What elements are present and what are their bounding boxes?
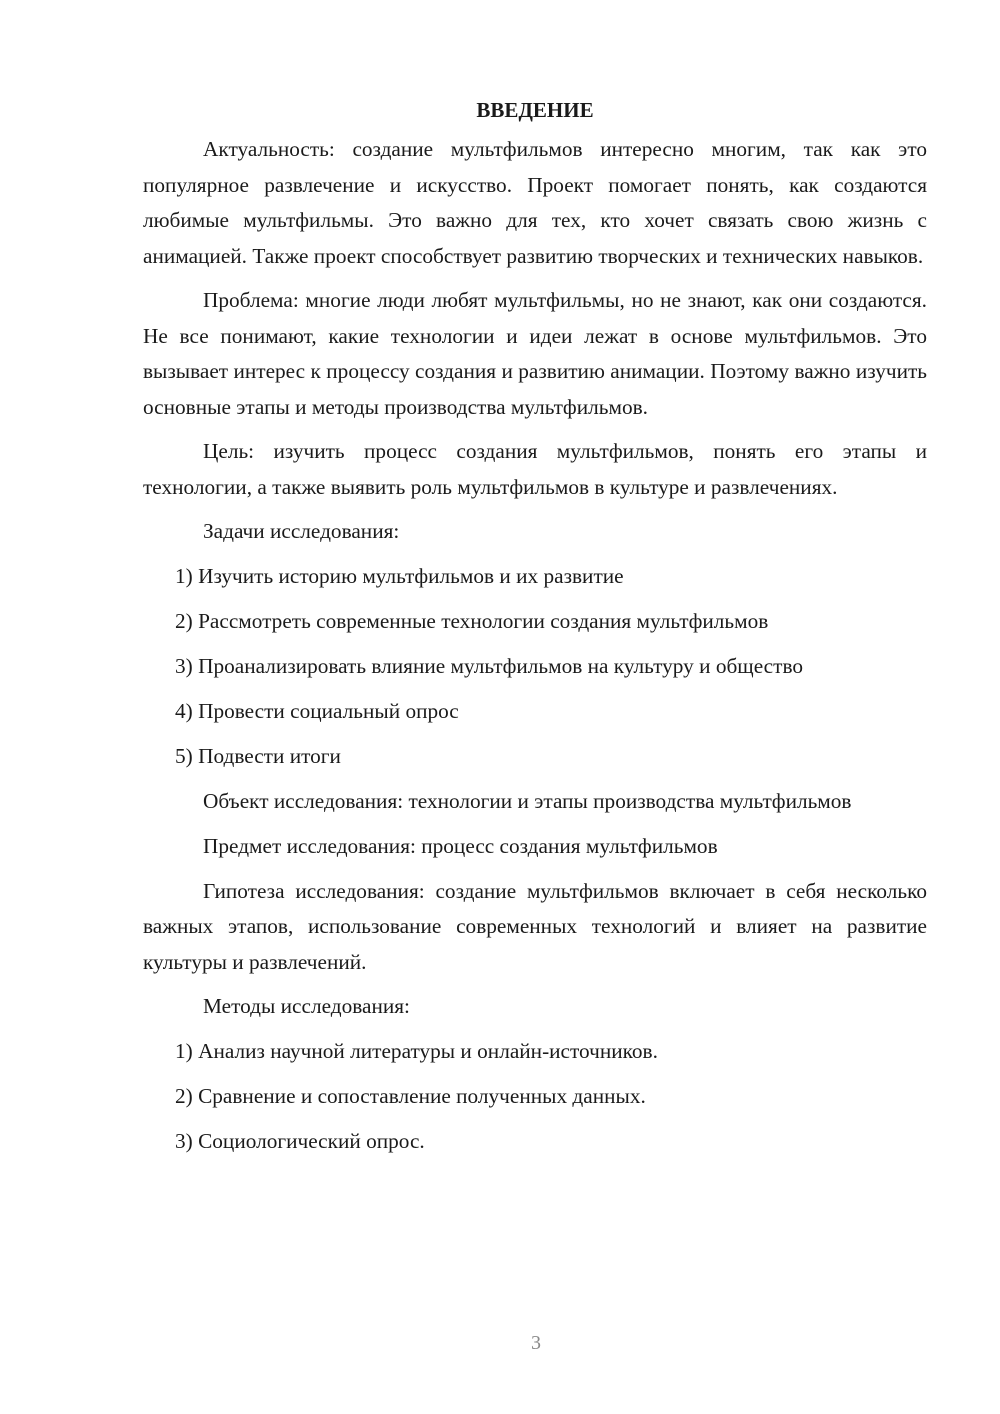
method-item-1: 1) Анализ научной литературы и онлайн-источников. [175,1039,658,1063]
subject-paragraph: Предмет исследования: процесс создания мультфильмов [203,833,718,858]
document-page [143,95,927,1169]
relevance-paragraph: Актуальность: создание мультфильмов интересно многим, так как это популярное развлечение и искусство. Проект помогает понять, как создаются любимые мультфильмы. Это важно для тех, кто хочет связать свою жизнь с анимацией. Также проект способствует развитию творческих и технических навыков. [143,137,927,268]
page-number: 3 [531,1332,541,1354]
goal-paragraph: Цель: изучить процесс создания мультфильмов, понять его этапы и технологии, а также выявить роль мультфильмов в культуре и развлечениях. [143,439,927,499]
tasks-heading: Задачи исследования: [203,519,400,543]
object-paragraph: Объект исследования: технологии и этапы производства мультфильмов [203,789,852,813]
task-item-4: 4) Провести социальный опрос [175,699,459,723]
task-item-5: 5) Подвести итоги [175,744,341,768]
task-item-1: 1) Изучить историю мультфильмов и их развитие [175,564,624,588]
hypothesis-paragraph: Гипотеза исследования: создание мультфильмов включает в себя несколько важных этапов, использование современных технологий и влияет на развитие культуры и развлечений. [143,878,927,974]
method-item-3: 3) Социологический опрос. [175,1129,425,1153]
task-item-3: 3) Проанализировать влияние мультфильмов на культуру и общество [175,654,803,678]
problem-paragraph: Проблема: многие люди любят мультфильмы, но не знают, как они создаются. Не все понимают, какие технологии и идеи лежат в основе мультфильмов. Это вызывает интерес к процессу создания и развитию анимации. Поэтому важно изучить основные этапы и методы производства мультфильмов. [143,288,927,419]
task-item-2: 2) Рассмотреть современные технологии создания мультфильмов [175,609,769,633]
method-item-2: 2) Сравнение и сопоставление полученных данных. [175,1084,646,1108]
page-title: ВВЕДЕНИЕ [476,98,594,122]
methods-heading: Методы исследования: [203,994,410,1018]
